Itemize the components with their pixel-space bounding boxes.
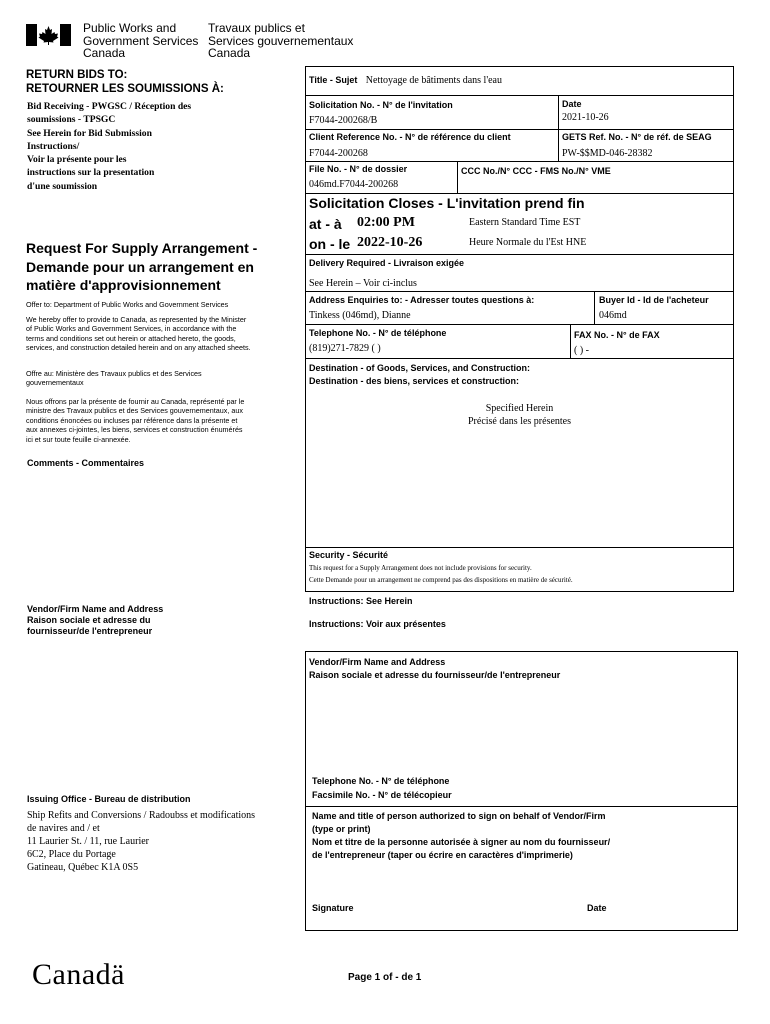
date-value: 2021-10-26 (562, 112, 609, 123)
left-vendor-line: Vendor/Firm Name and Address (27, 604, 164, 614)
offer-en-line: terms and conditions set out herein or attached hereto, the goods, (26, 333, 236, 343)
file-no-label: File No. - N° de dossier (309, 164, 408, 174)
ccc-no-label: CCC No./N° CCC - FMS No./N° VME (461, 166, 611, 176)
title-label: Title - Sujet (309, 75, 358, 85)
department-name-en (83, 22, 198, 60)
return-line: See Herein for Bid Submission (27, 127, 152, 139)
closes-at-label: at - à (309, 216, 342, 232)
left-vendor-line: fournisseur/de l'entrepreneur (27, 626, 153, 636)
closes-on-label: on - le (309, 236, 351, 252)
rfsa-title-line: Demande pour un arrangement en (26, 258, 254, 275)
telephone-label: Telephone No. - N° de téléphone (309, 328, 447, 338)
offer-en-line: We hereby offer to provide to Canada, as represented by the Minister (26, 315, 247, 324)
dept-fr-line: Services gouvernementaux (208, 33, 354, 48)
delivery-value: See Herein – Voir ci-inclus (309, 278, 417, 289)
buyer-id-label: Buyer Id - Id de l'acheteur (599, 295, 709, 305)
offer-au-line: gouvernementaux (26, 378, 84, 388)
buyer-id-value: 046md (599, 310, 627, 321)
security-text-fr: Cette Demande pour un arrangement ne comprend pas des dispositions en matière de sécurité. (309, 576, 573, 584)
title-value: Nettoyage de bâtiments dans l'eau (365, 75, 502, 86)
vendor-label-fr: Raison sociale et adresse du fournisseur/de l'entrepreneur (309, 670, 561, 680)
offer-fr-line: aux annexes ci-jointes, les biens, services et construction énumérés (26, 425, 243, 435)
return-line: Bid Receiving - PWGSC / Réception des (27, 101, 192, 112)
date-label: Date (562, 99, 582, 109)
file-no-value: 046md.F7044-200268 (309, 179, 399, 190)
closes-date-value: 2022-10-26 (357, 235, 423, 250)
signer-line: Nom et titre de la personne autorisée à signer au nom du fournisseur/ (312, 837, 611, 847)
rfsa-title (26, 239, 257, 295)
return-bids-address (27, 100, 191, 193)
offer-au (26, 369, 202, 388)
offer-text-fr (26, 397, 244, 444)
address-enquiries-label: Address Enquiries to: - Adresser toutes questions à: (309, 295, 535, 305)
page-number: Page 1 of - de 1 (348, 972, 422, 983)
left-vendor-line: Raison sociale et adresse du (27, 615, 151, 625)
signer-line: Name and title of person authorized to sign on behalf of Vendor/Firm (312, 811, 606, 821)
vendor-label-en: Vendor/Firm Name and Address (309, 657, 446, 667)
issuing-office-label: Issuing Office - Bureau de distribution (27, 794, 191, 804)
address-enquiries-value: Tinkess (046md), Dianne (309, 310, 411, 321)
signature-label: Signature (312, 903, 354, 913)
signer-line: de l'entrepreneur (taper ou écrire en caractères d'imprimerie) (312, 850, 573, 860)
destination-label-en: Destination - of Goods, Services, and Construction: (309, 363, 531, 373)
security-label: Security - Sécurité (309, 550, 389, 560)
destination-value-fr: Précisé dans les présentes (467, 416, 572, 427)
delivery-label: Delivery Required - Livraison exigée (309, 258, 465, 268)
return-bids-title-fr: RETOURNER LES SOUMISSIONS À: (26, 83, 224, 95)
timezone-en: Eastern Standard Time EST (469, 217, 581, 228)
comments-label: Comments - Commentaires (27, 458, 145, 468)
signature-date-label: Date (587, 903, 607, 913)
instructions-fr: Instructions: Voir aux présentes (309, 619, 446, 629)
issuing-office-address (27, 809, 255, 874)
dept-fr-line: Travaux publics et (208, 21, 305, 35)
vendor-name-label (309, 656, 560, 682)
issuing-line: de navires and / et (27, 823, 100, 834)
offer-to: Offer to: Department of Public Works and Government Services (26, 300, 229, 309)
offer-fr-line: ici et sur toute feuille ci-annexée. (26, 434, 131, 444)
timezone-fr: Heure Normale du l'Est HNE (469, 237, 587, 248)
return-line: Instructions/ (27, 140, 80, 152)
canada-wordmark: Canadä (32, 958, 125, 991)
destination-label-fr: Destination - des biens, services et construction: (309, 376, 520, 386)
fax-label: FAX No. - N° de FAX (574, 330, 660, 340)
dept-en-line: Government Services (83, 33, 199, 48)
left-vendor-label (27, 604, 163, 637)
vendor-telephone-label: Telephone No. - N° de téléphone (312, 776, 450, 786)
offer-en-line: of Public Works and Government Services, in accordance with the (26, 324, 237, 334)
offer-fr-line: conditions énoncées ou incluses par référence dans la présente et (26, 415, 238, 425)
return-bids-heading (26, 68, 224, 96)
gets-ref-value: PW-$$MD-046-28382 (562, 148, 653, 159)
destination-value-en: Specified Herein (485, 403, 554, 414)
closes-time-value: 02:00 PM (357, 215, 415, 230)
dept-fr-line: Canada (208, 46, 251, 60)
gets-ref-label: GETS Ref. No. - N° de réf. de SEAG (562, 132, 712, 142)
solicitation-no-value: F7044-200268/B (309, 115, 378, 126)
vendor-fax-label: Facsimile No. - N° de télécopieur (312, 790, 452, 800)
offer-fr-line: Nous offrons par la présente de fournir au Canada, représenté par le (26, 397, 245, 406)
fax-value: ( ) - (574, 345, 589, 356)
telephone-value: (819)271-7829 ( ) (309, 343, 381, 354)
canada-flag-logo (26, 24, 71, 46)
offer-text-en (26, 315, 251, 353)
rfsa-title-line: Request For Supply Arrangement - (26, 240, 258, 256)
offer-fr-line: ministre des Travaux publics et des Services gouvernementaux, aux (26, 406, 243, 416)
client-ref-label: Client Reference No. - N° de référence du client (309, 132, 511, 142)
issuing-line: 11 Laurier St. / 11, rue Laurier (27, 836, 149, 847)
security-text-en: This request for a Supply Arrangement does not include provisions for security. (309, 564, 532, 572)
department-name-fr (208, 22, 353, 60)
authorized-signer-label (312, 810, 610, 862)
destination-label (309, 362, 530, 388)
solicitation-closes-title: Solicitation Closes - L'invitation prend fin (309, 195, 585, 211)
client-ref-value: F7044-200268 (309, 148, 368, 159)
dept-en-line: Canada (83, 46, 126, 60)
return-bids-title-en: RETURN BIDS TO: (26, 69, 128, 81)
issuing-line: Gatineau, Québec K1A 0S5 (27, 862, 139, 873)
return-line: d'une soumission (27, 180, 98, 192)
dept-en-line: Public Works and (83, 21, 177, 35)
return-line: instructions sur la presentation (27, 167, 155, 179)
return-line: soumissions - TPSGC (27, 114, 116, 126)
issuing-line: 6C2, Place du Portage (27, 849, 116, 860)
title-field (309, 70, 502, 88)
offer-en-line: services, and construction detailed herein and on any attached sheets. (26, 343, 251, 353)
solicitation-no-label: Solicitation No. - N° de l'invitation (309, 100, 453, 110)
instructions-en: Instructions: See Herein (309, 596, 413, 606)
destination-value (305, 402, 734, 428)
rfsa-title-line: matière d'approvisionnement (26, 277, 221, 293)
signer-line: (type or print) (312, 824, 371, 834)
issuing-line: Ship Refits and Conversions / Radoubss et modifications (27, 810, 256, 821)
offer-au-line: Offre au: Ministère des Travaux publics et des Services (26, 369, 202, 378)
return-line: Voir la présente pour les (27, 154, 127, 166)
